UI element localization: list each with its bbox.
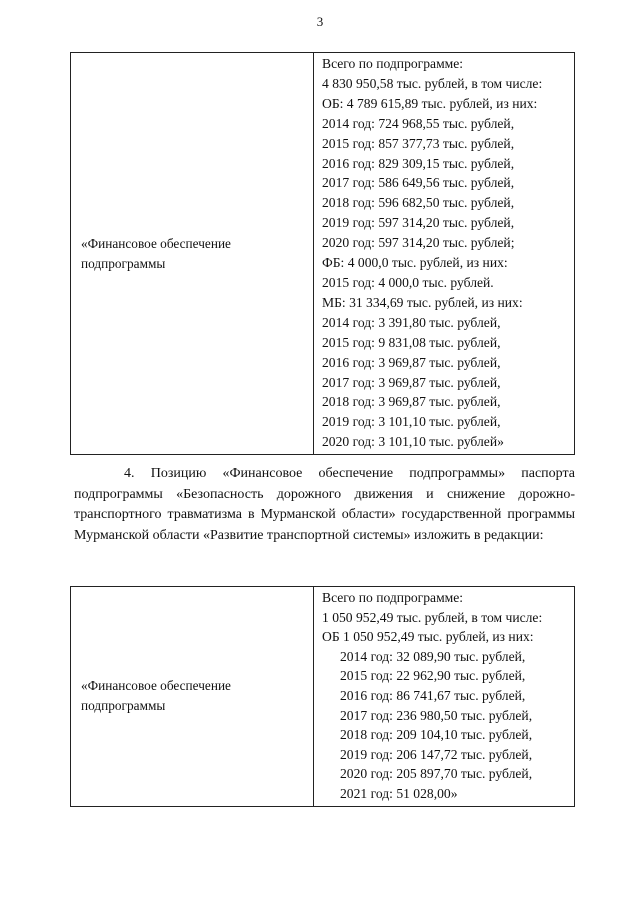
table2-year-line: 2015 год: 22 962,90 тыс. рублей, <box>340 668 526 684</box>
table2-line: Всего по подпрограмме: <box>322 590 464 605</box>
table2-values <box>314 587 575 807</box>
table1-label: «Финансовое обеспечение подпрограммы <box>71 53 314 455</box>
table1-line: 2015 год: 9 831,08 тыс. рублей, <box>322 334 501 350</box>
table2-year-line: 2020 год: 205 897,70 тыс. рублей, <box>340 766 533 782</box>
table1-line: 2018 год: 3 969,87 тыс. рублей, <box>322 394 501 410</box>
table1-line: 2017 год: 3 969,87 тыс. рублей, <box>322 374 501 390</box>
table1-line: 2019 год: 597 314,20 тыс. рублей, <box>322 215 515 231</box>
table1-line: 2018 год: 596 682,50 тыс. рублей, <box>322 195 515 211</box>
table2-year-line: 2017 год: 236 980,50 тыс. рублей, <box>340 707 533 723</box>
table1-line: 4 830 950,58 тыс. рублей, в том числе: <box>322 75 543 91</box>
table1-line: ФБ: 4 000,0 тыс. рублей, из них: <box>322 255 508 271</box>
table1-line: 2020 год: 3 101,10 тыс. рублей» <box>322 434 504 450</box>
table1-values <box>314 53 575 455</box>
table1-line: 2015 год: 4 000,0 тыс. рублей. <box>322 274 494 290</box>
table2-year-line: 2016 год: 86 741,67 тыс. рублей, <box>340 687 526 703</box>
table2-line: ОБ 1 050 952,49 тыс. рублей, из них: <box>322 629 534 645</box>
table1-line: ОБ: 4 789 615,89 тыс. рублей, из них: <box>322 95 538 111</box>
table2-year-line: 2021 год: 51 028,00» <box>340 785 458 801</box>
financing-table-2 <box>70 586 575 807</box>
table2-year-line: 2018 год: 209 104,10 тыс. рублей, <box>340 727 533 743</box>
table2-year-line: 2019 год: 206 147,72 тыс. рублей, <box>340 746 533 762</box>
table1-line: МБ: 31 334,69 тыс. рублей, из них: <box>322 294 523 310</box>
table1-line: 2016 год: 3 969,87 тыс. рублей, <box>322 354 501 370</box>
table2-line: 1 050 952,49 тыс. рублей, в том числе: <box>322 609 543 625</box>
financing-table-1 <box>70 52 575 455</box>
table1-line: 2014 год: 3 391,80 тыс. рублей, <box>322 314 501 330</box>
amendment-paragraph <box>74 464 575 546</box>
amendment-text: 4. Позицию «Финансовое обеспечение подпрограммы» паспорта подпрограммы «Безопасность дорожного движения и снижение дорожно-транспортного травматизма в Мурманской области» государственной программы Мурманской области «Развитие транспортной системы» изложить в редакции: <box>74 466 575 543</box>
table2-year-line: 2014 год: 32 089,90 тыс. рублей, <box>340 648 526 664</box>
page-number: 3 <box>316 14 324 29</box>
table1-line: 2015 год: 857 377,73 тыс. рублей, <box>322 135 515 151</box>
table1-line: 2016 год: 829 309,15 тыс. рублей, <box>322 155 515 171</box>
table1-line: Всего по подпрограмме: <box>322 56 464 71</box>
table2-label: «Финансовое обеспечение подпрограммы <box>71 587 314 807</box>
table1-line: 2020 год: 597 314,20 тыс. рублей; <box>322 235 515 251</box>
table1-line: 2014 год: 724 968,55 тыс. рублей, <box>322 115 515 131</box>
table1-line: 2017 год: 586 649,56 тыс. рублей, <box>322 175 515 191</box>
table1-line: 2019 год: 3 101,10 тыс. рублей, <box>322 414 501 430</box>
